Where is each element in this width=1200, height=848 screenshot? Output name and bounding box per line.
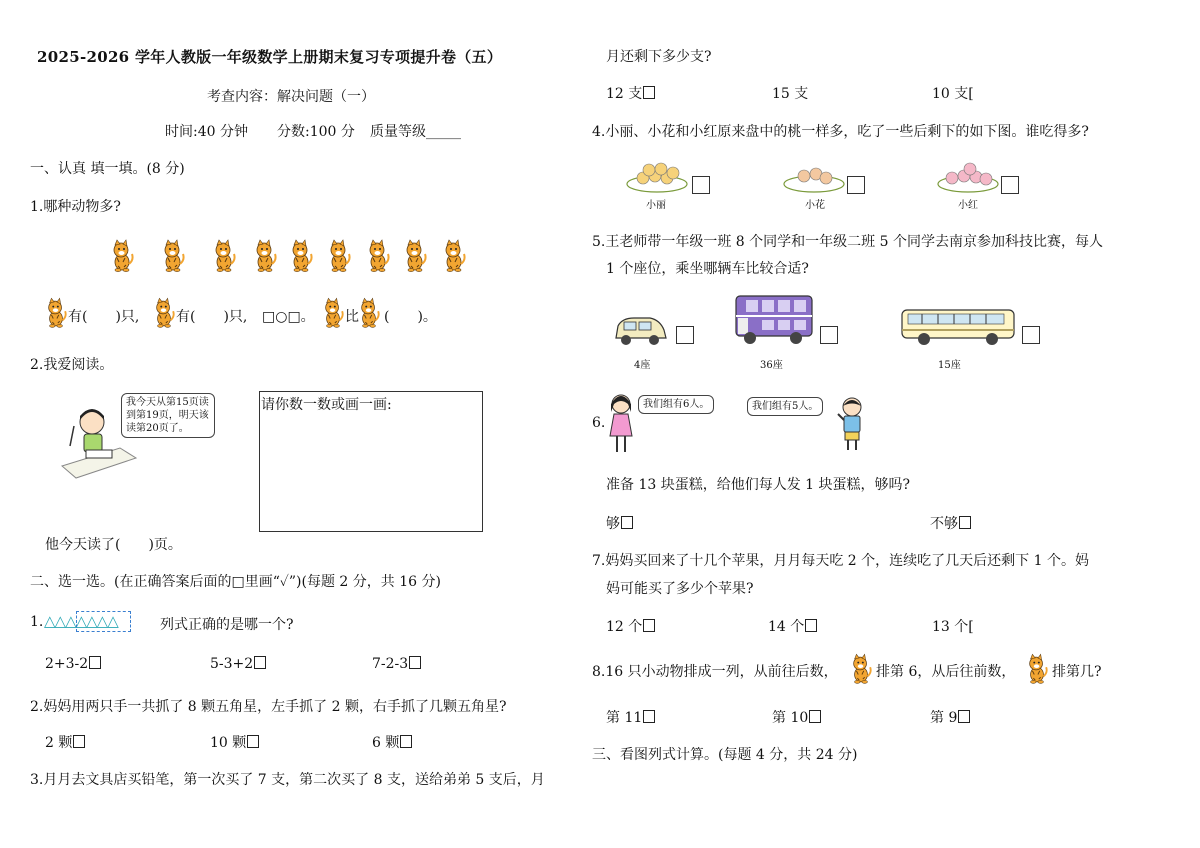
question-2-1: 列式正确的是哪一个? xyxy=(160,617,294,633)
peach-plate-icon xyxy=(782,160,846,194)
option-2-3-b[interactable]: 15 支 xyxy=(772,86,809,102)
peach-plate-icon xyxy=(936,160,1000,194)
time-info: 时间:40 分钟 xyxy=(165,124,248,140)
tiger-icon xyxy=(212,240,236,272)
pages-read-blank: 他今天读了( )页。 xyxy=(45,537,182,553)
peach-plate-icon xyxy=(625,160,689,194)
tiger-count-blank: 有( )只, xyxy=(68,309,140,325)
name-xiaoli: 小丽 xyxy=(646,200,666,211)
answer-box-xiaohong[interactable] xyxy=(1001,176,1019,194)
question-2-2: 2.妈妈用两只手一共抓了 8 颗五角星，左手抓了 2 颗，右手抓了几颗五角星? xyxy=(30,699,507,715)
car-icon xyxy=(612,314,668,348)
tiger-icon xyxy=(327,240,351,272)
option-2-6-a[interactable]: 够 xyxy=(606,513,633,533)
option-2-7-a[interactable]: 12 个 xyxy=(606,616,655,636)
cat-icon xyxy=(253,240,277,272)
girl-speech-bubble: 我们组有6人。 xyxy=(638,395,714,414)
double-decker-bus-icon xyxy=(734,294,814,346)
grade-info: 质量等级_____ xyxy=(370,124,461,140)
tiger-icon xyxy=(1026,654,1048,684)
option-2-8-c[interactable]: 第 9 xyxy=(930,707,970,727)
tiger-icon xyxy=(366,240,390,272)
answer-box-double-decker[interactable] xyxy=(820,326,838,344)
section2-heading: 二、选一选。(在正确答案后面的□里画“✓”)(每题 2 分，共 16 分) xyxy=(30,574,441,590)
name-xiaohua: 小花 xyxy=(805,200,825,211)
option-2-1-a[interactable]: 2+3-2 xyxy=(45,656,101,672)
boy-speech-bubble: 我们组有5人。 xyxy=(747,397,823,416)
section3-heading: 三、看图列式计算。(每题 4 分，共 24 分) xyxy=(592,747,858,763)
question-2-6: 准备 13 块蛋糕，给他们每人发 1 块蛋糕，够吗? xyxy=(606,477,911,493)
question-2-8-b: 排第 6，从后往前数， xyxy=(876,664,1016,680)
question-2-3-cont: 月还剩下多少支? xyxy=(606,49,712,65)
drawing-box-label: 请你数一数或画一画: xyxy=(261,397,392,413)
boy-illustration xyxy=(838,396,866,452)
question-2-1-num: 1. xyxy=(30,614,44,630)
question-2-7-cont: 妈可能买了多少个苹果? xyxy=(606,581,754,597)
cat-count-blank: 有( )只, xyxy=(176,309,248,325)
page-title: 2025-2026 学年人教版一年级数学上册期末复习专项提升卷（五） xyxy=(37,48,503,66)
question-2-3: 3.月月去文具店买铅笔，第一次买了 7 支，第二次买了 8 支，送给弟弟 5 支后，月 xyxy=(30,772,545,788)
option-2-6-b[interactable]: 不够 xyxy=(930,513,971,533)
compare-result-blank: ( )。 xyxy=(384,309,437,325)
option-2-2-b[interactable]: 10 颗 xyxy=(210,732,259,752)
option-2-8-a[interactable]: 第 11 xyxy=(606,707,655,727)
tiger-icon xyxy=(322,298,344,328)
option-2-3-c[interactable]: 10 支[ xyxy=(932,86,974,102)
question-2-7: 7.妈妈买回来了十几个苹果，月月每天吃 2 个，连续吃了几天后还剩下 1 个。妈 xyxy=(592,553,1089,569)
boy-speech-bubble: 我今天从第15页读到第19页，明天该读第20页了。 xyxy=(121,393,215,438)
option-2-3-a[interactable]: 12 支 xyxy=(606,83,655,103)
option-2-7-b[interactable]: 14 个 xyxy=(768,616,817,636)
cat-icon xyxy=(403,240,427,272)
option-2-2-a[interactable]: 2 颗 xyxy=(45,732,85,752)
answer-box-car[interactable] xyxy=(676,326,694,344)
question-2-5-cont: 1 个座位，乘坐哪辆车比较合适? xyxy=(606,261,809,277)
section1-heading: 一、认真 填一填。(8 分) xyxy=(30,161,185,177)
option-2-7-c[interactable]: 13 个[ xyxy=(932,619,974,635)
tiger-icon xyxy=(161,240,185,272)
question-2-8-c: 排第几? xyxy=(1052,664,1102,680)
cat-icon xyxy=(153,298,175,328)
name-xiaohong: 小红 xyxy=(958,200,978,211)
question-2-8-a: 8.16 只小动物排成一列，从前往后数， xyxy=(592,664,838,680)
question-1-1: 1.哪种动物多? xyxy=(30,199,121,215)
option-2-1-c[interactable]: 7-2-3 xyxy=(372,656,421,672)
seats-minibus: 15座 xyxy=(938,360,961,371)
answer-box-xiaohua[interactable] xyxy=(847,176,865,194)
question-2-4: 4.小丽、小花和小红原来盘中的桃一样多，吃了一些后剩下的如下图。谁吃得多? xyxy=(592,124,1089,140)
option-2-1-b[interactable]: 5-3+2 xyxy=(210,656,266,672)
question-2-6-num: 6. xyxy=(592,415,606,431)
option-2-8-b[interactable]: 第 10 xyxy=(772,707,821,727)
tiger-icon xyxy=(442,240,466,272)
question-1-2: 2.我爱阅读。 xyxy=(30,357,114,373)
tiger-icon xyxy=(45,298,67,328)
score-info: 分数:100 分 xyxy=(277,124,355,140)
compare-blank: □○□。 xyxy=(262,309,315,325)
page-subtitle: 考查内容：解决问题（一） xyxy=(207,89,375,105)
tiger-icon xyxy=(358,298,380,328)
seats-car: 4座 xyxy=(634,360,651,371)
triangles-row: △△△△△△△ xyxy=(44,612,118,630)
answer-box-minibus[interactable] xyxy=(1022,326,1040,344)
girl-illustration xyxy=(606,392,636,456)
seats-double-decker: 36座 xyxy=(760,360,783,371)
compare-word: 比 xyxy=(345,309,359,325)
tiger-icon xyxy=(110,240,134,272)
question-2-5: 5.王老师带一年级一班 8 个同学和一年级二班 5 个同学去南京参加科技比赛，每人 xyxy=(592,234,1103,250)
minibus-icon xyxy=(900,306,1016,346)
option-2-2-c[interactable]: 6 颗 xyxy=(372,732,412,752)
cat-icon xyxy=(289,240,313,272)
tiger-icon xyxy=(850,654,872,684)
answer-box-xiaoli[interactable] xyxy=(692,176,710,194)
dashed-group-box xyxy=(76,611,131,632)
